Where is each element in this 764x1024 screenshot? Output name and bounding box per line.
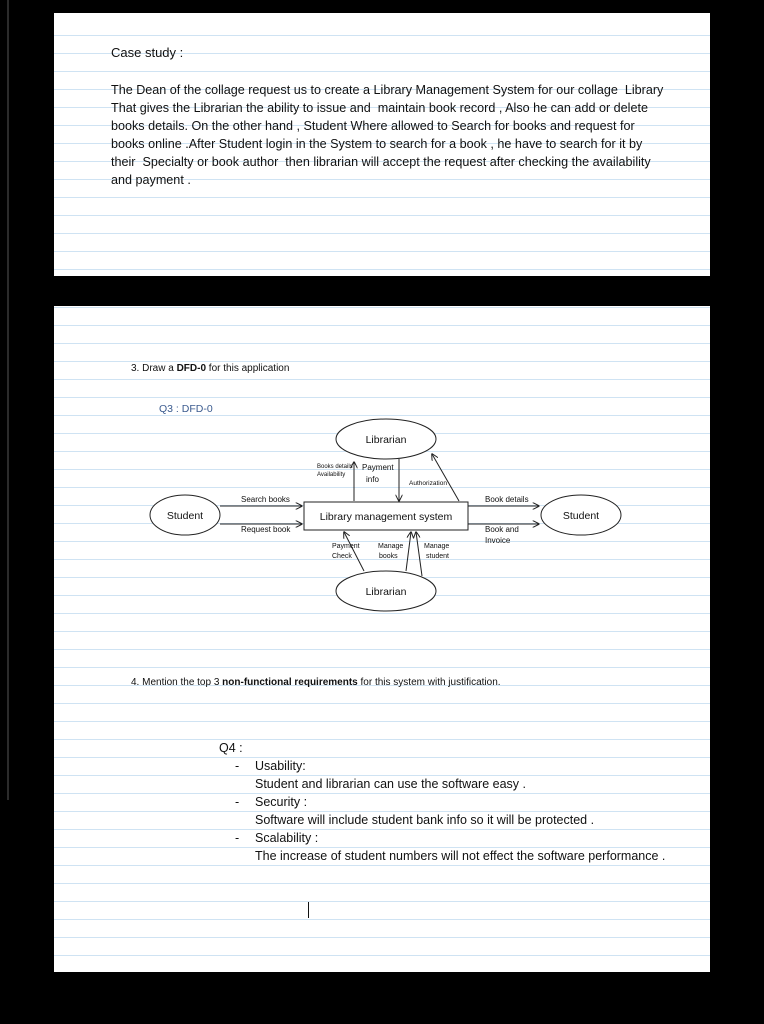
- flow-payment-check-label-2: Check: [332, 553, 352, 560]
- requirement-bullet: -: [235, 795, 240, 809]
- flow-books-details-label-2: Availability: [317, 472, 346, 478]
- flow-request-book-label: Request book: [241, 525, 291, 534]
- flow-book-details-label: Book details: [485, 495, 529, 504]
- question-3-prompt-suffix: for this application: [206, 363, 290, 374]
- case-study-line: That gives the Librarian the ability to issue and maintain book record , Also he can add or delete: [111, 101, 648, 115]
- requirement-description: The increase of student numbers will not effect the software performance .: [255, 849, 666, 863]
- flow-authorization: [432, 454, 459, 501]
- flow-manage-student-label-1: Manage: [424, 543, 450, 550]
- flow-manage-student-label-2: student: [426, 553, 449, 560]
- entity-student-right-label: Student: [562, 510, 600, 522]
- dfd-diagram: [54, 306, 710, 626]
- flow-search-books-label: Search books: [241, 495, 290, 504]
- case-study-title: Case study :: [111, 45, 184, 60]
- text-cursor[interactable]: [308, 902, 309, 918]
- flow-manage-books-label-1: Manage: [378, 543, 404, 550]
- question-4-prompt-suffix: for this system with justification.: [357, 677, 501, 688]
- case-study-line: and payment .: [111, 173, 191, 187]
- case-study-line: books details. On the other hand , Student Where allowed to Search for books and request for: [111, 119, 635, 133]
- flow-books-details-label-1: Books details: [317, 464, 353, 470]
- case-study-line: their Specialty or book author then librarian will accept the request after checking the availability: [111, 155, 651, 169]
- question-3-prompt-prefix: 3. Draw a: [131, 363, 177, 374]
- case-study-page: [54, 13, 710, 276]
- flow-payment-check: [344, 532, 364, 571]
- case-study-text: [111, 81, 663, 189]
- flow-payment-check-label-1: Payment: [332, 543, 360, 550]
- case-study-line: The Dean of the collage request us to create a Library Management System for our collage Library: [111, 83, 664, 97]
- case-study-line: books online .After Student login in the System to search for a book , he have to search for it by: [111, 137, 643, 151]
- requirement-description: Student and librarian can use the software easy .: [255, 777, 526, 791]
- process-label: Library management system: [319, 511, 453, 523]
- question-4-answer-label: Q4 :: [219, 741, 243, 755]
- left-edge-line: [7, 0, 9, 800]
- question-3-prompt-bold: DFD-0: [176, 363, 207, 374]
- requirement-bullet: -: [235, 831, 240, 845]
- flow-book-and-invoice-label-1: Book and: [485, 525, 519, 534]
- requirement-bullet: -: [235, 759, 240, 773]
- requirement-description: Software will include student bank info so it will be protected .: [255, 813, 595, 827]
- question-4-prompt-prefix: 4. Mention the top 3: [131, 677, 223, 688]
- answer-page: [54, 306, 710, 972]
- question-4-prompt-bold: non-functional requirements: [222, 677, 358, 688]
- flow-manage-books-label-2: books: [379, 553, 398, 560]
- requirement-title: Security :: [255, 795, 308, 809]
- entity-student-left-label: Student: [166, 510, 204, 522]
- entity-librarian-bottom-label: Librarian: [365, 586, 407, 598]
- flow-authorization-label: Authorization: [409, 480, 447, 487]
- flow-payment-info-label-2: info: [366, 475, 379, 484]
- flow-manage-books: [406, 532, 411, 571]
- question-3-answer-label: Q3 : DFD-0: [159, 403, 213, 415]
- flow-payment-info-label-1: Payment: [362, 463, 394, 472]
- flow-book-and-invoice-label-2: Invoice: [485, 536, 511, 545]
- question-4-prompt: [131, 677, 501, 688]
- requirement-title: Usability:: [255, 759, 306, 773]
- entity-librarian-top-label: Librarian: [365, 434, 407, 446]
- flow-manage-student: [416, 532, 422, 576]
- requirement-title: Scalability :: [255, 831, 319, 845]
